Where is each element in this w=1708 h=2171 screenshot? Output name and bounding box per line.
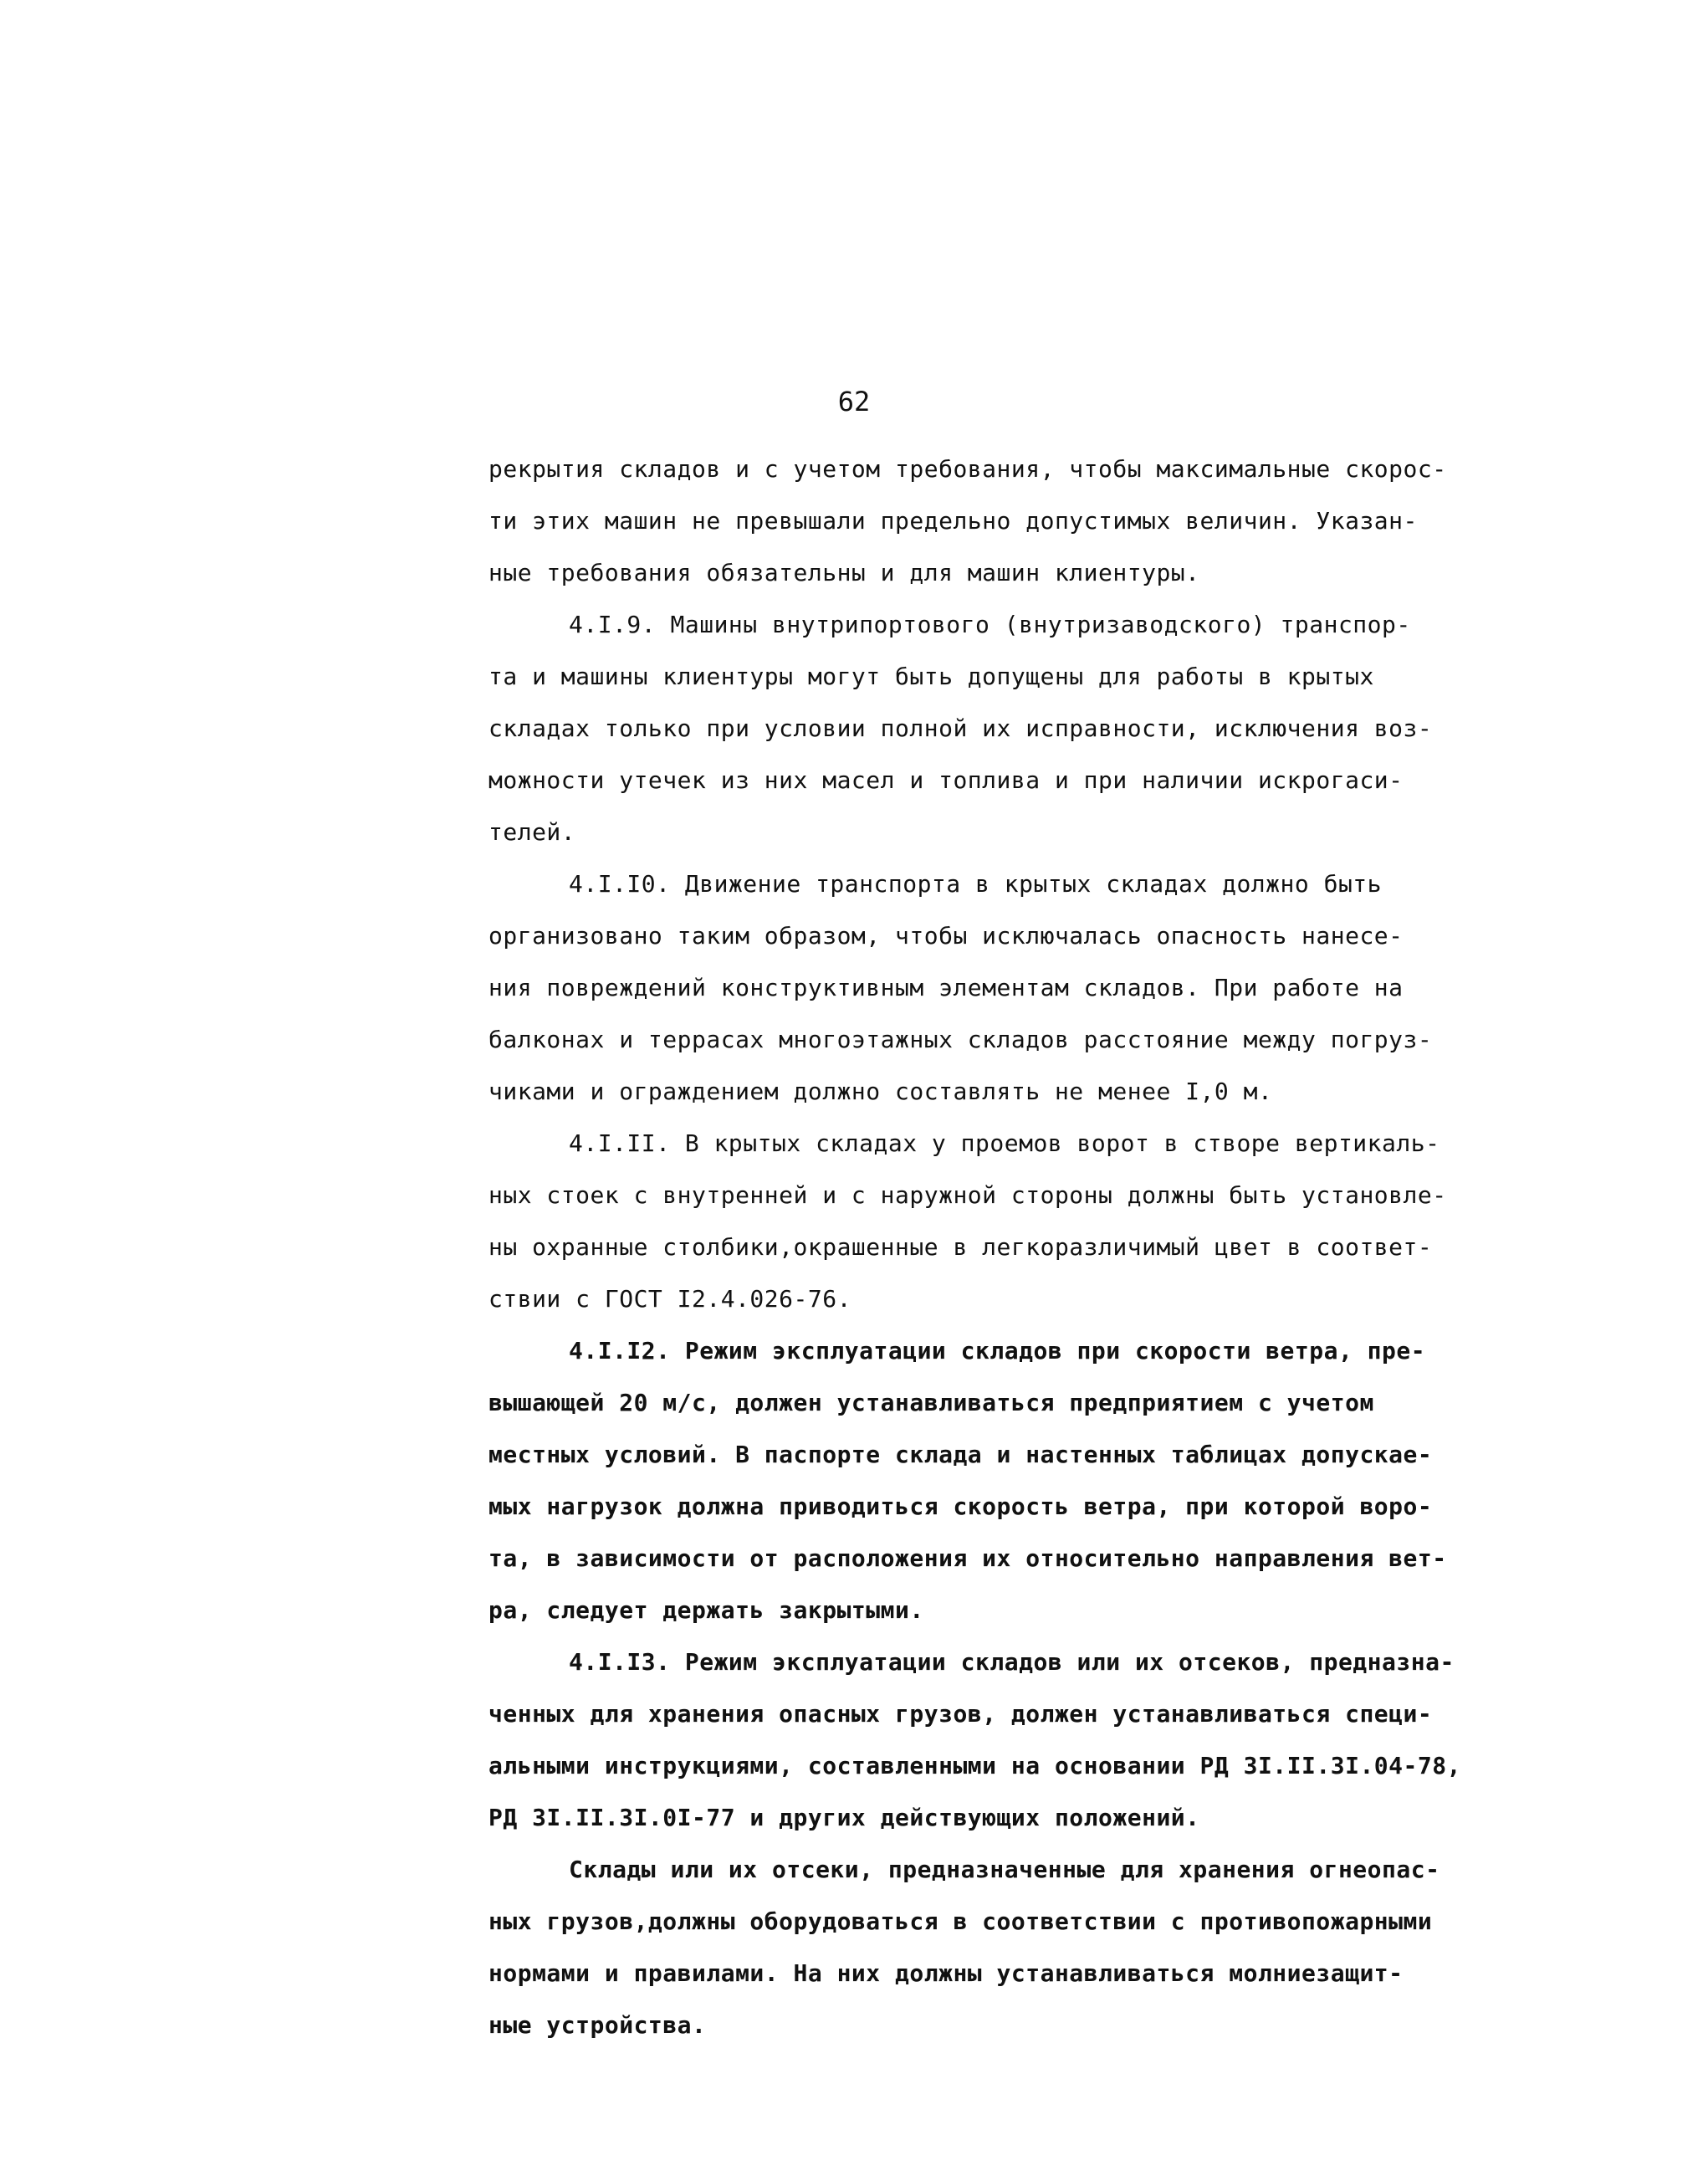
paragraph-4-1-12-start: 4.I.I2. Режим эксплуатации складов при скорости ветра, пре- [569,1337,1426,1365]
text-line: чиками и ограждением должно составлять не менее I,0 м. [488,1078,1273,1105]
text-line: РД 3I.II.3I.0I-77 и других действующих положений. [488,1804,1200,1831]
text-line: та и машины клиентуры могут быть допущены для работы в крытых [488,663,1374,690]
text-line: нормами и правилами. На них должны устанавливаться молниезащит- [488,1959,1404,1987]
text-line: рекрытия складов и с учетом требования, чтобы максимальные скорос- [488,455,1447,483]
text-line: вышающей 20 м/с, должен устанавливаться предприятием с учетом [488,1389,1374,1416]
text-line: ные устройства. [488,2011,707,2039]
text-line: телей. [488,818,576,846]
text-line: местных условий. В паспорте склада и настенных таблицах допускае- [488,1441,1433,1468]
text-line: складах только при условии полной их исправности, исключения воз- [488,714,1433,742]
text-line: мых нагрузок должна приводиться скорость ветра, при которой воро- [488,1493,1433,1520]
paragraph-4-1-9-start: 4.I.9. Машины внутрипортового (внутризаводского) транспор- [569,611,1411,638]
paragraph-4-1-13-start: 4.I.I3. Режим эксплуатации складов или их отсеков, предназна- [569,1648,1455,1676]
text-line: балконах и террасах многоэтажных складов расстояние между погруз- [488,1026,1433,1053]
text-line: ра, следует держать закрытыми. [488,1596,924,1624]
body-text [488,443,1567,2051]
text-line: можности утечек из них масел и топлива и при наличии искрогаси- [488,766,1404,794]
text-line: ны охранные столбики,окрашенные в легкоразличимый цвет в соответ- [488,1233,1433,1261]
paragraph-4-1-10-start: 4.I.I0. Движение транспорта в крытых складах должно быть [569,870,1383,898]
text-line: организовано таким образом, чтобы исключалась опасность нанесе- [488,922,1404,950]
page-number: 62 [837,386,871,417]
paragraph-warehouses-start: Склады или их отсеки, предназначенные для хранения огнеопас- [569,1856,1440,1883]
text-line: ные требования обязательны и для машин клиентуры. [488,559,1200,586]
text-line: альными инструкциями, составленными на основании РД 3I.II.3I.04-78, [488,1752,1461,1779]
text-line: ных стоек с внутренней и с наружной стороны должны быть установле- [488,1181,1447,1209]
text-line: ствии с ГОСТ I2.4.026-76. [488,1285,851,1313]
text-line: ния повреждений конструктивным элементам складов. При работе на [488,974,1404,1001]
text-line: та, в зависимости от расположения их относительно направления вет- [488,1544,1447,1572]
text-line: ных грузов,должны оборудоваться в соответствии с противопожарными [488,1907,1433,1935]
text-line: ти этих машин не превышали предельно допустимых величин. Указан- [488,507,1418,535]
paragraph-4-1-11-start: 4.I.II. В крытых складах у проемов ворот в створе вертикаль- [569,1129,1440,1157]
text-line: ченных для хранения опасных грузов, должен устанавливаться специ- [488,1700,1433,1728]
